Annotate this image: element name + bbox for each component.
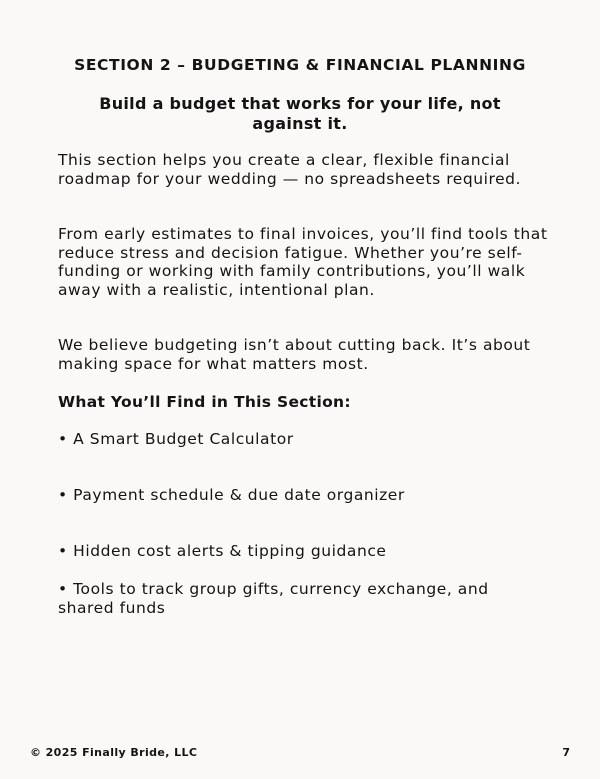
section-subtitle: Build a budget that works for your life, not against it. <box>99 94 501 133</box>
tools-paragraph: From early estimates to final invoices, you’ll find tools that reduce stress and decision fatigue. Whether you’re self-funding or working with family contributions, you’ll walk away with a realistic, intentional plan. <box>58 225 548 299</box>
list-item-payment-schedule: • Payment schedule & due date organizer <box>58 486 405 504</box>
footer-copyright: © 2025 Finally Bride, LLC <box>30 746 198 759</box>
list-item-group-gifts-tools: • Tools to track group gifts, currency exchange, and shared funds <box>58 580 489 617</box>
list-item-hidden-cost-alerts: • Hidden cost alerts & tipping guidance <box>58 542 387 560</box>
find-heading: What You’ll Find in This Section: <box>58 393 351 411</box>
section-title: SECTION 2 – BUDGETING & FINANCIAL PLANNING <box>74 56 526 74</box>
list-item-budget-calculator: • A Smart Budget Calculator <box>58 430 294 448</box>
page-number: 7 <box>562 746 570 759</box>
belief-paragraph: We believe budgeting isn’t about cutting back. It’s about making space for what matters most. <box>58 336 531 373</box>
intro-paragraph: This section helps you create a clear, flexible financial roadmap for your wedding — no spreadsheets required. <box>58 151 522 188</box>
